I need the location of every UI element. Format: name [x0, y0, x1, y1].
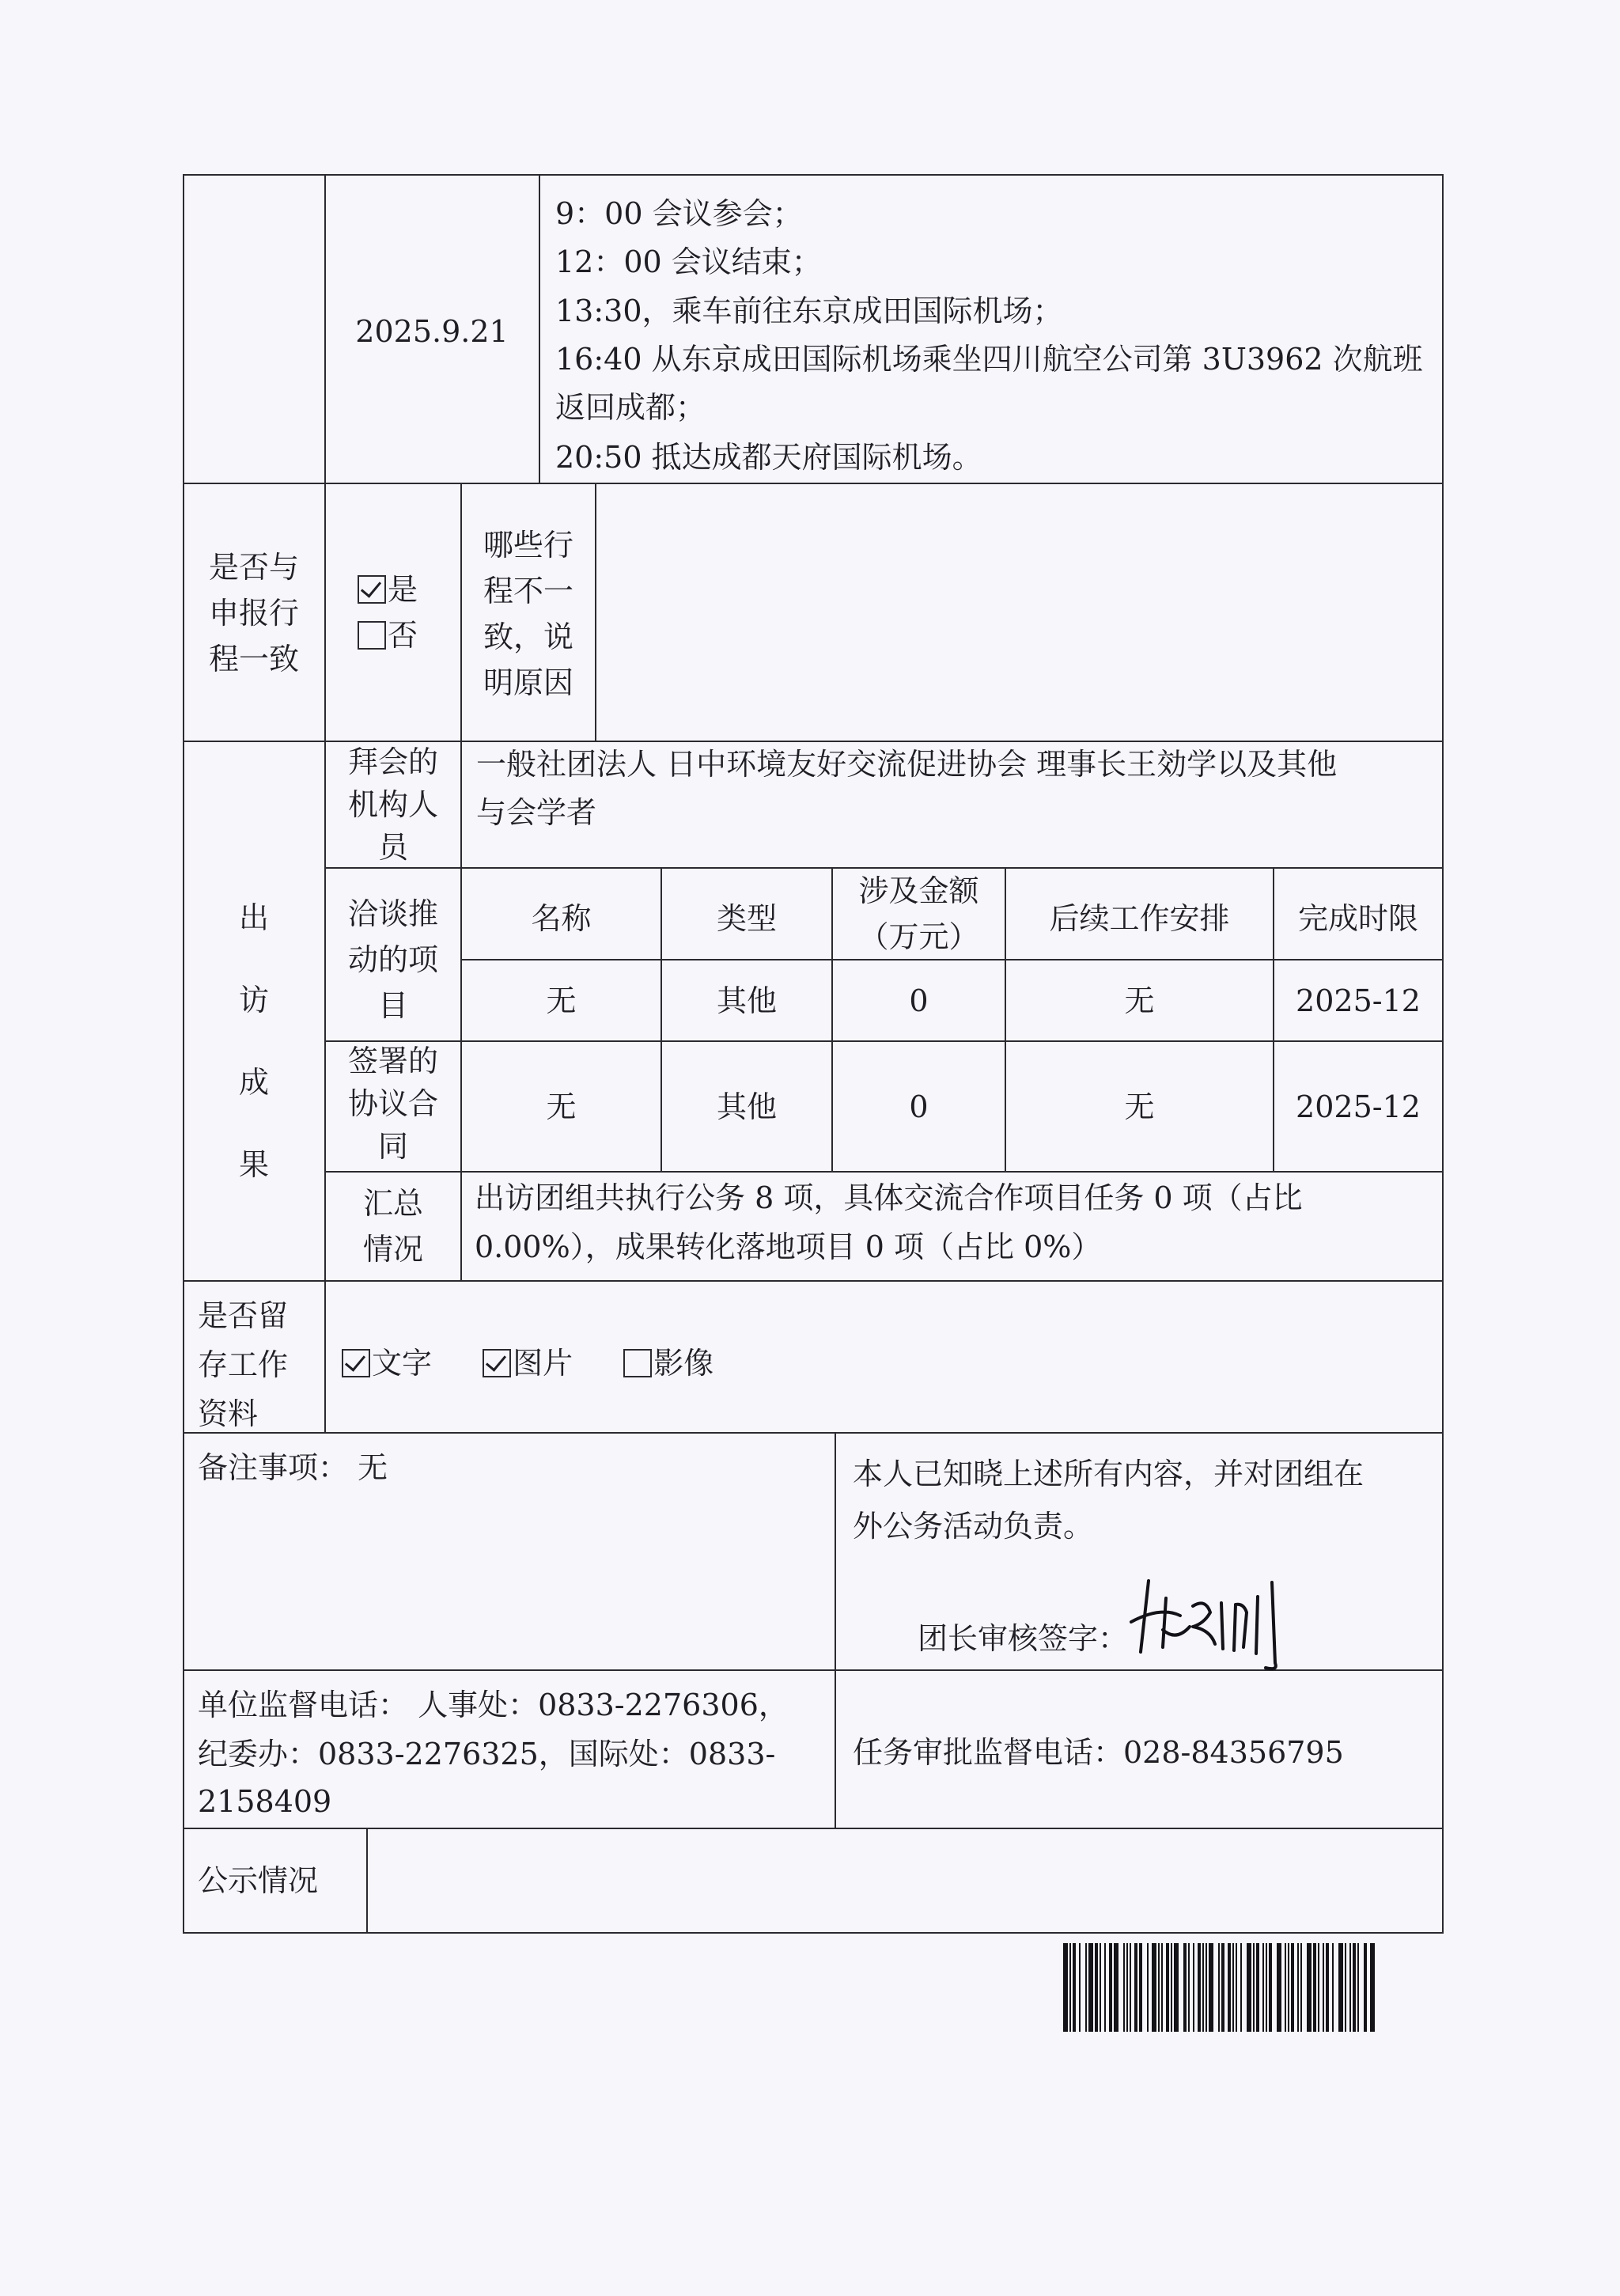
barcode-bar	[1357, 1943, 1359, 2032]
remarks-value: 无	[358, 1450, 388, 1485]
schedule-line: 12：00 会议结束；	[555, 244, 822, 279]
unchecked-box-icon	[358, 621, 386, 650]
barcode-bar	[1364, 1943, 1367, 2032]
divider	[460, 1171, 462, 1282]
difference-label: 哪些行 程不一 致，说 明原因	[483, 528, 573, 700]
barcode-bar	[1095, 1943, 1098, 2032]
barcode-bar	[1218, 1943, 1220, 2032]
agreement-amount: 0	[909, 1089, 929, 1124]
barcode-bar	[1300, 1943, 1302, 2032]
barcode-bar	[1069, 1943, 1071, 2032]
barcode-bar	[1236, 1943, 1237, 2032]
publicity-label: 公示情况	[198, 1863, 319, 1898]
statement-line: 本人已知晓上述所有内容，并对团组在	[853, 1457, 1365, 1491]
signature-label: 团长审核签字：	[918, 1621, 1129, 1656]
table-border-top	[183, 174, 1444, 176]
consistency-yes-checkbox[interactable]: 是	[358, 566, 418, 612]
barcode-bar	[1188, 1943, 1190, 2032]
barcode-bar	[1349, 1943, 1351, 2032]
barcode-bar	[1161, 1943, 1163, 2032]
divider	[183, 1432, 1444, 1434]
barcode-bar	[1085, 1943, 1087, 2032]
divider	[324, 1171, 1444, 1173]
divider	[183, 483, 1444, 484]
schedule-line: 9：00 会议参会；	[555, 196, 803, 231]
header-name: 名称	[531, 901, 592, 936]
barcode-bar	[1183, 1943, 1187, 2032]
agreement-name: 无	[546, 1089, 577, 1124]
materials-options	[342, 1340, 755, 1386]
barcode-bar	[1206, 1943, 1207, 2032]
visit-value-line: 与会学者	[476, 795, 597, 830]
consistency-no-checkbox[interactable]: 否	[358, 612, 418, 658]
barcode-bar	[1266, 1943, 1267, 2032]
barcode-bar	[1256, 1943, 1259, 2032]
header-type: 类型	[716, 901, 777, 936]
barcode-bar	[1171, 1943, 1172, 2032]
divider	[324, 1040, 1444, 1042]
unit-phone-line: 2158409	[198, 1784, 332, 1819]
agreement-deadline: 2025-12	[1296, 1089, 1421, 1124]
barcode-bar	[1126, 1943, 1128, 2032]
barcode-bar	[1232, 1943, 1234, 2032]
barcode-bar	[1269, 1943, 1272, 2032]
barcode-bar	[1338, 1943, 1343, 2032]
project-name: 无	[546, 983, 577, 1018]
barcode-bar	[1247, 1943, 1251, 2032]
barcode-bar	[1114, 1943, 1118, 2032]
barcode-bar	[1139, 1943, 1142, 2032]
project-type: 其他	[716, 983, 777, 1018]
unchecked-box-icon	[623, 1349, 652, 1377]
materials-image-checkbox[interactable]: 图片	[483, 1340, 573, 1386]
checked-box-icon	[483, 1349, 511, 1377]
barcode-bar	[1326, 1943, 1329, 2032]
unit-phone-line: 单位监督电话： 人事处：0833-2276306，	[198, 1688, 789, 1722]
barcode-bar	[1313, 1943, 1316, 2032]
schedule-line: 返回成都；	[555, 390, 706, 425]
header-followup: 后续工作安排	[1049, 901, 1230, 936]
consistency-label: 是否与 申报行 程一致	[208, 550, 299, 676]
barcode-bar	[1063, 1943, 1068, 2032]
materials-text-checkbox[interactable]: 文字	[342, 1340, 432, 1386]
barcode-bar	[1318, 1943, 1319, 2032]
statement-line: 外公务活动负责。	[853, 1509, 1094, 1544]
checked-box-icon	[358, 575, 386, 604]
barcode-bar	[1147, 1943, 1149, 2032]
barcode-bar	[1307, 1943, 1312, 2032]
barcode-bar	[1209, 1943, 1213, 2032]
checked-box-icon	[342, 1349, 370, 1377]
divider	[183, 1280, 1444, 1282]
barcode-bar	[1166, 1943, 1169, 2032]
project-deadline: 2025-12	[1296, 983, 1421, 1018]
barcode-bar	[1370, 1943, 1375, 2032]
divider	[460, 741, 462, 869]
barcode-bar	[1100, 1943, 1101, 2032]
barcode-bar	[1240, 1943, 1242, 2032]
barcode-bar	[1104, 1943, 1106, 2032]
summary-value-line: 出访团组共执行公务 8 项，具体交流合作项目任务 0 项（占比	[475, 1180, 1303, 1215]
unit-phone-line: 纪委办：0833-2276325，国际处：0833-	[198, 1737, 776, 1771]
barcode-bar	[1174, 1943, 1179, 2032]
barcode-bar	[1134, 1943, 1137, 2032]
summary-label: 汇总 情况	[362, 1186, 423, 1267]
remarks-label: 备注事项：	[198, 1450, 349, 1485]
divider	[183, 1828, 1444, 1829]
barcode-bar	[1158, 1943, 1160, 2032]
barcode-bar	[1297, 1943, 1299, 2032]
approval-phone: 任务审批监督电话：028-84356795	[853, 1735, 1344, 1770]
schedule-line: 20:50 抵达成都天府国际机场。	[555, 440, 982, 475]
barcode-bar	[1130, 1943, 1131, 2032]
materials-video-checkbox[interactable]: 影像	[623, 1340, 713, 1386]
agreement-type: 其他	[716, 1089, 777, 1124]
divider	[835, 1432, 836, 1829]
table-border-bottom	[183, 1932, 1444, 1934]
barcode-bar	[1288, 1943, 1289, 2032]
agreement-followup: 无	[1124, 1089, 1155, 1124]
barcode-bar	[1291, 1943, 1294, 2032]
divider	[595, 483, 596, 742]
barcode-bar	[1221, 1943, 1224, 2032]
project-amount: 0	[909, 983, 929, 1018]
schedule-line: 16:40 从东京成田国际机场乘坐四川航空公司第 3U3962 次航班	[555, 342, 1423, 377]
leader-signature	[1117, 1574, 1315, 1677]
schedule-date: 2025.9.21	[355, 314, 509, 349]
divider	[539, 174, 540, 484]
barcode-bar	[1345, 1943, 1346, 2032]
barcode-bar	[1088, 1943, 1093, 2032]
barcode-bar	[1202, 1943, 1204, 2032]
visit-label: 拜会的 机构人 员	[347, 744, 438, 865]
header-deadline: 完成时限	[1297, 901, 1418, 936]
remarks	[198, 1445, 388, 1491]
barcode	[1063, 1943, 1380, 2032]
project-followup: 无	[1124, 983, 1155, 1018]
divider	[324, 483, 326, 742]
barcode-bar	[1277, 1943, 1281, 2032]
visit-value-line: 一般社团法人 日中环境友好交流促进协会 理事长王効学以及其他	[476, 747, 1338, 782]
barcode-bar	[1109, 1943, 1112, 2032]
barcode-bar	[1152, 1943, 1156, 2032]
barcode-bar	[1253, 1943, 1255, 2032]
barcode-bar	[1262, 1943, 1264, 2032]
barcode-bar	[1228, 1943, 1231, 2032]
header-amount: 涉及金额 （万元）	[858, 873, 979, 954]
barcode-bar	[1193, 1943, 1194, 2032]
agreements-label: 签署的 协议合 同	[347, 1044, 438, 1164]
barcode-bar	[1198, 1943, 1201, 2032]
divider	[366, 1828, 368, 1934]
barcode-bar	[1332, 1943, 1334, 2032]
summary-value-line: 0.00%），成果转化落地项目 0 项（占比 0%）	[475, 1229, 1102, 1264]
materials-label: 是否留 存工作 资料	[198, 1298, 289, 1431]
schedule-line: 13:30，乘车前往东京成田国际机场；	[555, 294, 1063, 328]
barcode-bar	[1079, 1943, 1081, 2032]
barcode-bar	[1323, 1943, 1324, 2032]
divider	[324, 1280, 326, 1434]
barcode-bar	[1073, 1943, 1076, 2032]
results-section-label: 出 访 成 果	[238, 900, 269, 1182]
projects-label: 洽谈推 动的项 目	[347, 896, 438, 1023]
consistency-options	[358, 566, 418, 658]
barcode-bar	[1123, 1943, 1125, 2032]
barcode-bar	[1353, 1943, 1356, 2032]
barcode-bar	[1285, 1943, 1286, 2032]
